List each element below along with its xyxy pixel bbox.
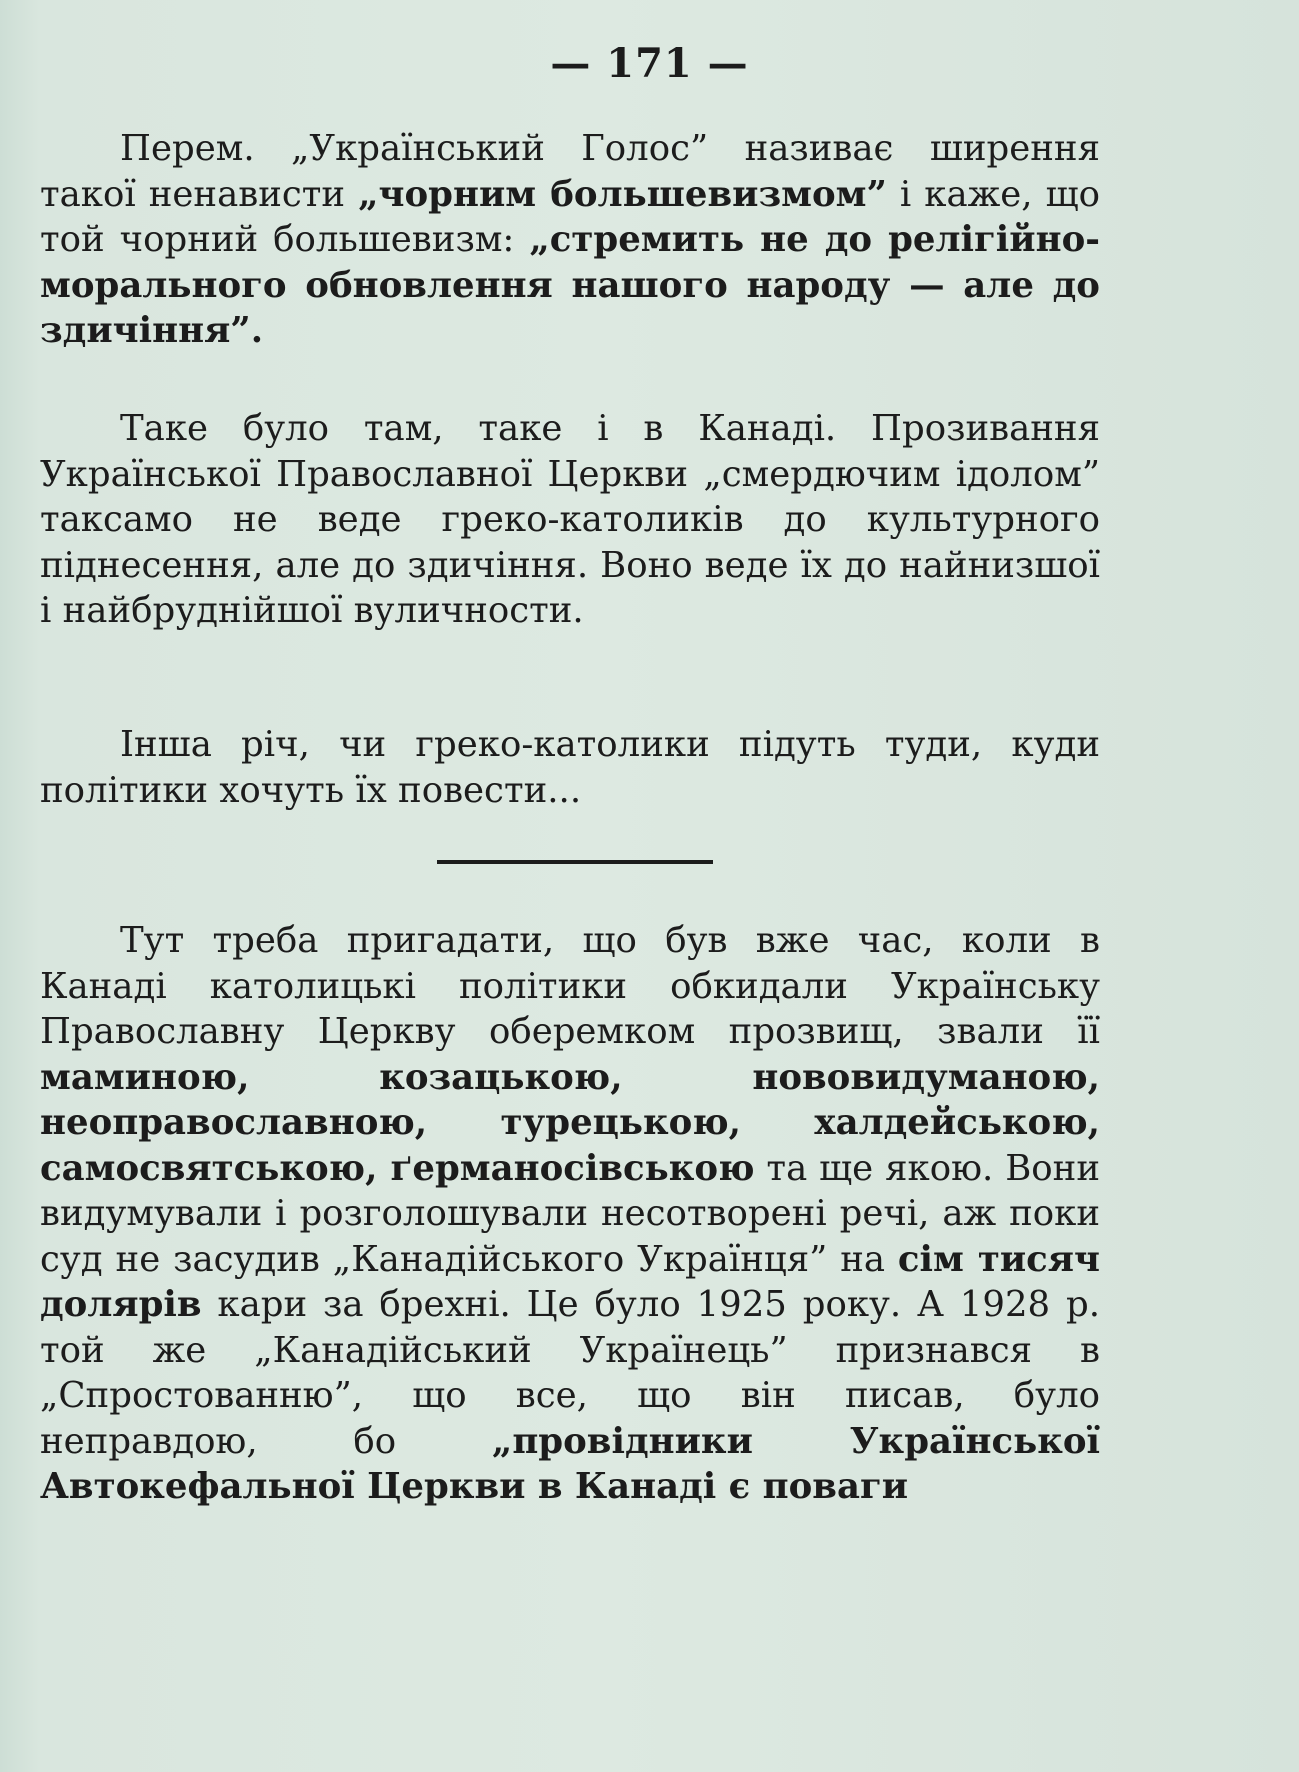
paragraph-2-run-1: Таке було там, таке і в Канаді. Прозивання Української Православної Церкви „смердючим ідолом” таксамо не веде греко-католиків до культурного піднесення, але до здичіння. Воно веде їх до найнизшої і найбруднійшої вуличности.: [40, 408, 1100, 631]
text-block-3: [40, 722, 1100, 813]
paragraph-1-run-4: „стремить не до релігійно-морального обновлення нашого народу — але до здичіння”.: [40, 219, 1100, 351]
text-block-4: [40, 918, 1100, 1510]
paragraph-4-run-4: сім тисяч долярів: [40, 1238, 1100, 1325]
text-block-1: [40, 126, 1100, 354]
section-divider: [437, 860, 713, 864]
paragraph-4: [40, 918, 1100, 1510]
paragraph-1-run-3: і каже, що той чорний большевизм:: [40, 173, 1100, 260]
paragraph-2: [40, 406, 1100, 634]
paragraph-4-run-5: кари за брехні. Це було 1925 року. А 1928 р. той же „Канадійський Українець” признався в „Спростованню”, що все, що він писав, було неправдою, бо: [40, 1284, 1100, 1462]
paragraph-4-run-3: та ще якою. Вони видумували і розголошували несотворені речі, аж поки суд не засудив „Канадійського Українця” на: [40, 1147, 1100, 1280]
paragraph-4-run-6: „провідники Української Автокефальної Церкви в Канаді є поваги: [40, 1420, 1100, 1507]
paragraph-1-run-1: Перем. „Український Голос” називає ширення такої ненависти: [40, 128, 1100, 215]
page-number: — 171 —: [550, 40, 749, 87]
paragraph-4-run-2: маминою, козацькою, нововидуманою, неоправославною, турецькою, халдейською, самосвятською, ґерманосівською: [40, 1056, 1100, 1189]
paragraph-1: [40, 126, 1100, 354]
paragraph-1-run-2: „чорним большевизмом”: [358, 173, 887, 215]
text-block-2: [40, 406, 1100, 634]
paragraph-3-run-1: Інша річ, чи греко-католики підуть туди, куди політики хочуть їх повести...: [40, 724, 1100, 811]
paragraph-3: [40, 722, 1100, 813]
paragraph-4-run-1: Тут треба пригадати, що був вже час, коли в Канаді католицькі політики обкидали Українську Православну Церкву оберемком прозвищ, звали її: [40, 920, 1100, 1052]
